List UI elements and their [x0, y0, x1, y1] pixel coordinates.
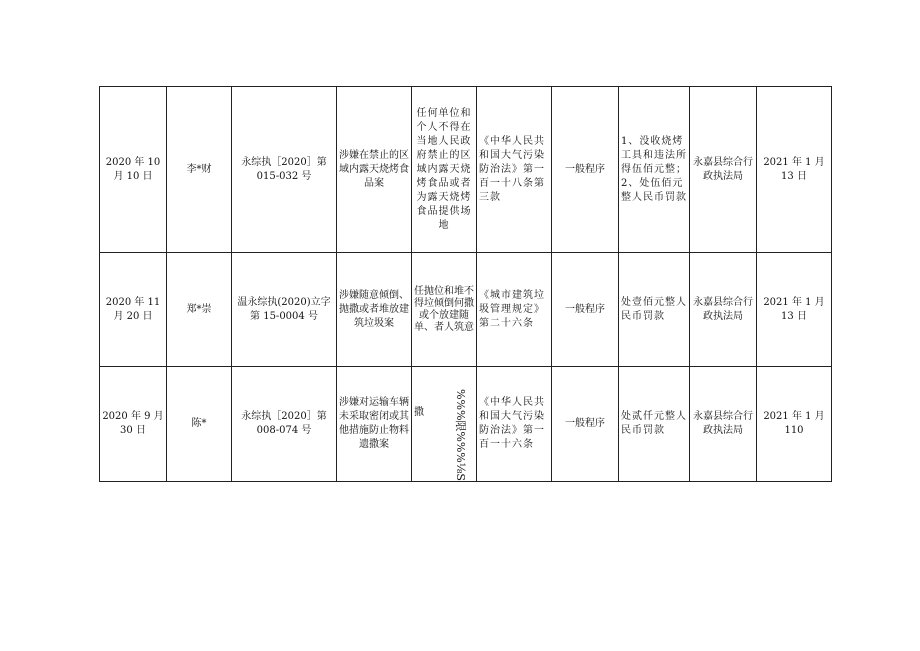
party-name-cell: 李*财 — [167, 87, 232, 253]
legal-basis-cell: 《中华人民共和国大气污染防治法》第一百一十六条 — [477, 367, 552, 482]
party-name-cell: 陈* — [167, 367, 232, 482]
violation-fact-text — [414, 388, 474, 481]
decision-date-cell: 2020 年 10 月 10 日 — [100, 87, 167, 253]
violation-fact-cell — [412, 367, 477, 482]
penalty-records-table — [99, 86, 832, 482]
violation-fact-top-text: 撒 — [414, 406, 424, 418]
authority-cell: 永嘉县综合行政执法局 — [690, 253, 757, 367]
decision-date-cell: 2020 年 9 月 30 日 — [100, 367, 167, 482]
penalty-cell: 1、没收烧烤工具和违法所得伍佰元整；2、处伍佰元整人民币罚款 — [619, 87, 690, 253]
publish-date-cell: 2021 年 1 月 110 — [757, 367, 832, 482]
case-name-cell: 涉嫌在禁止的区域内露天烧烤食品案 — [337, 87, 412, 253]
authority-cell: 永嘉县综合行政执法局 — [690, 367, 757, 482]
table-row — [100, 367, 832, 482]
document-number-cell: 永综执［2020］第 015-032 号 — [232, 87, 337, 253]
legal-basis-cell: 《中华人民共和国大气污染防治法》第一百一十八条第三款 — [477, 87, 552, 253]
publish-date-cell: 2021 年 1 月 13 日 — [757, 253, 832, 367]
party-name-cell: 郑*崇 — [167, 253, 232, 367]
violation-fact-text: 任抛位和堆不得垃倾倒何撒或个放建随单、者人筑意 — [414, 285, 474, 333]
decision-date-cell: 2020 年 11 月 20 日 — [100, 253, 167, 367]
procedure-cell: 一般程序 — [552, 367, 619, 482]
case-name-cell: 涉嫌对运输车辆未采取密闭或其他措施防止物料遗撒案 — [337, 367, 412, 482]
table-row — [100, 253, 832, 367]
violation-fact-cell — [412, 253, 477, 367]
document-number-cell: 永综执［2020］第 008-074 号 — [232, 367, 337, 482]
legal-basis-cell: 《城市建筑垃圾管理规定》第二十六条 — [477, 253, 552, 367]
document-number-cell: 温永综执(2020)立字第 15-0004 号 — [232, 253, 337, 367]
publish-date-cell: 2021 年 1 月 13 日 — [757, 87, 832, 253]
penalty-cell: 处壹佰元整人民币罚款 — [619, 253, 690, 367]
authority-cell: 永嘉县综合行政执法局 — [690, 87, 757, 253]
violation-fact-rotated-text: %%%限%%%⅛S — [453, 388, 467, 481]
procedure-cell: 一般程序 — [552, 87, 619, 253]
table-row — [100, 87, 832, 253]
case-name-cell: 涉嫌随意倾倒、抛撒或者堆放建筑垃圾案 — [337, 253, 412, 367]
violation-fact-cell: 任何单位和个人不得在当地人民政府禁止的区域内露天烧烤食品或者为露天烧烤食品提供场地 — [412, 87, 477, 253]
penalty-cell: 处贰仟元整人民币罚款 — [619, 367, 690, 482]
procedure-cell: 一般程序 — [552, 253, 619, 367]
